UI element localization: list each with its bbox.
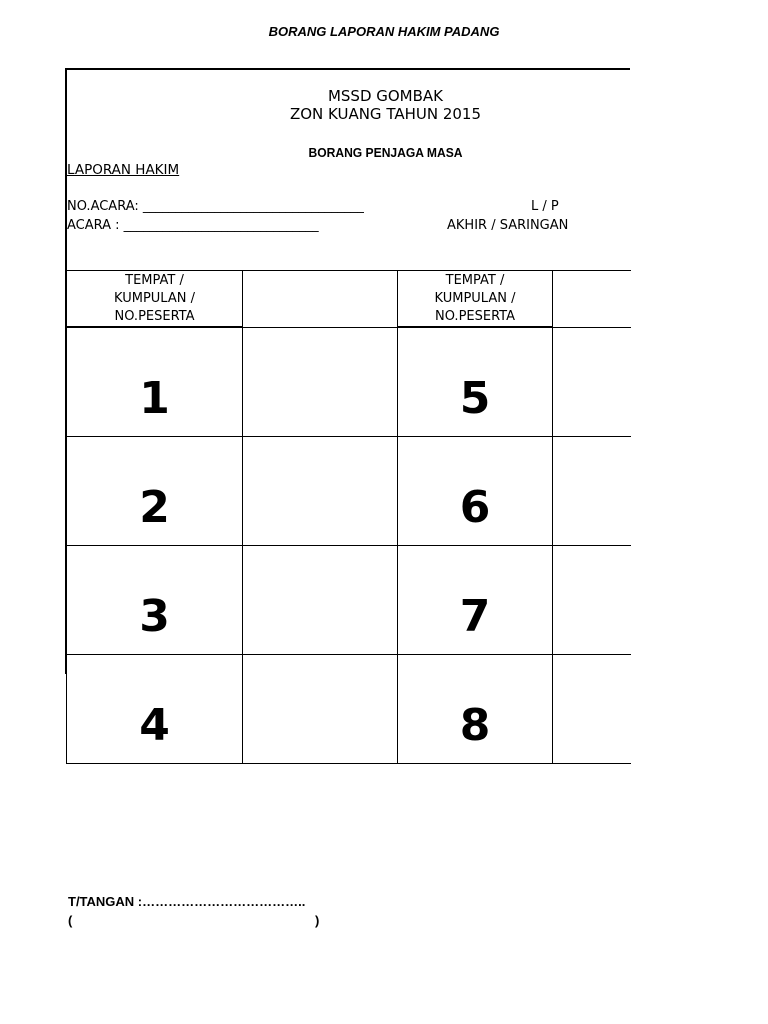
header-line-participant-no: NO.PESERTA: [114, 308, 195, 324]
section-heading: LAPORAN HAKIM: [67, 162, 180, 178]
header-line-team: KUMPULAN /: [114, 290, 195, 306]
results-table: [66, 270, 631, 764]
position-cell: [67, 437, 243, 546]
header-line-participant-no: NO.PESERTA: [435, 308, 515, 324]
event-name-field[interactable]: ACARA : ______________________________: [67, 218, 319, 233]
page-heading: BORANG LAPORAN HAKIM PADANG: [268, 24, 500, 39]
entry-cell[interactable]: [243, 327, 398, 437]
position-cell: [67, 327, 243, 437]
round-options[interactable]: AKHIR / SARINGAN: [447, 218, 569, 233]
header-label-right: [398, 271, 553, 328]
entry-cell[interactable]: [553, 655, 631, 764]
signature-line[interactable]: T/TANGAN :………………………………..: [68, 894, 306, 909]
entry-cell[interactable]: [243, 546, 398, 655]
position-cell: [67, 655, 243, 764]
form-title: BORANG PENJAGA MASA: [308, 145, 463, 160]
position-cell: [398, 546, 553, 655]
name-bracket-open: (: [68, 913, 73, 928]
position-cell: [67, 546, 243, 655]
organizer-block: [67, 87, 704, 123]
header-label-left: [67, 271, 243, 328]
position-number: 2: [139, 481, 170, 533]
position-number: 5: [459, 372, 491, 424]
entry-cell[interactable]: [553, 437, 631, 546]
form-frame-top-border: [65, 68, 630, 70]
header-line-team: KUMPULAN /: [434, 290, 516, 306]
position-number: 4: [139, 699, 170, 751]
header-line-place: TEMPAT /: [125, 272, 184, 288]
position-cell: [398, 327, 553, 437]
header-line-place: TEMPAT /: [445, 272, 505, 288]
header-blank-right: [553, 271, 631, 328]
table-row: [67, 327, 631, 437]
entry-cell[interactable]: [243, 437, 398, 546]
table-row: [67, 437, 631, 546]
organizer-name: MSSD GOMBAK: [327, 87, 444, 105]
event-zone-year: ZON KUANG TAHUN 2015: [289, 105, 482, 123]
gender-options[interactable]: L / P: [531, 199, 559, 214]
position-number: 6: [459, 481, 491, 533]
position-number: 7: [459, 590, 491, 642]
event-number-field[interactable]: NO.ACARA: __________________________________: [67, 199, 364, 214]
entry-cell[interactable]: [553, 546, 631, 655]
header-blank-left: [243, 271, 398, 328]
entry-cell[interactable]: [243, 655, 398, 764]
position-cell: [398, 655, 553, 764]
position-number: 3: [139, 590, 170, 642]
entry-cell[interactable]: [553, 327, 631, 437]
position-number: 8: [459, 699, 491, 751]
table-row: [67, 546, 631, 655]
table-header-row: [67, 271, 631, 328]
position-cell: [398, 437, 553, 546]
table-row: [67, 655, 631, 764]
position-number: 1: [139, 372, 170, 424]
name-bracket-close: ): [315, 913, 320, 928]
